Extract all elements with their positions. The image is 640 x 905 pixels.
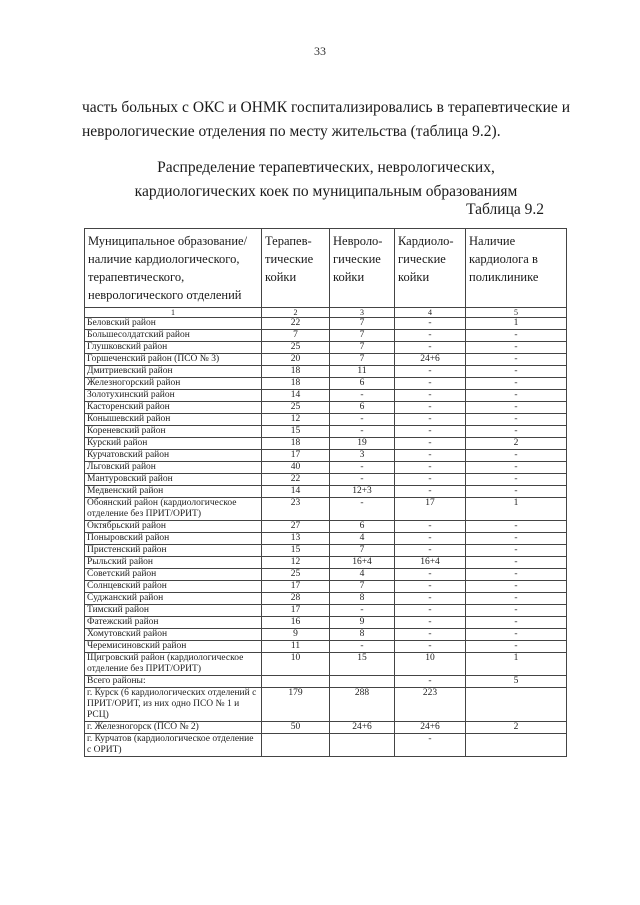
cell-cardiology-beds: - [395,676,466,688]
cell-municipality: г. Курчатов (кардиологическое отделение с ОРИТ) [85,734,262,757]
table-row [85,734,567,757]
cell-municipality: Суджанский район [85,593,262,605]
cell-neurological-beds: 15 [330,653,395,676]
cell-cardiology-beds: 223 [395,688,466,722]
cell-cardiology-beds: - [395,545,466,557]
cell-neurological-beds: 4 [330,533,395,545]
cell-neurological-beds: 6 [330,402,395,414]
cell-cardiologist: - [466,378,567,390]
cell-municipality: Всего районы: [85,676,262,688]
table-row [85,605,567,617]
cell-cardiology-beds: - [395,438,466,450]
cell-cardiology-beds: 24+6 [395,354,466,366]
table-row [85,521,567,533]
cell-municipality: Курский район [85,438,262,450]
cell-municipality: Беловский район [85,318,262,330]
cell-cardiologist: 1 [466,318,567,330]
table-row [85,569,567,581]
column-number: 4 [395,308,466,318]
cell-therapeutic-beds [262,676,330,688]
cell-municipality: Октябрьский район [85,521,262,533]
cell-therapeutic-beds: 15 [262,545,330,557]
header-cardiology-beds: Кардиоло-гические койки [395,229,466,308]
table-row [85,438,567,450]
cell-therapeutic-beds: 50 [262,722,330,734]
cell-therapeutic-beds: 25 [262,569,330,581]
cell-cardiologist: - [466,593,567,605]
cell-cardiology-beds: 24+6 [395,722,466,734]
cell-cardiology-beds: - [395,414,466,426]
cell-neurological-beds: 19 [330,438,395,450]
cell-therapeutic-beds: 17 [262,450,330,462]
cell-therapeutic-beds: 10 [262,653,330,676]
table-row [85,354,567,366]
table-label: Таблица 9.2 [466,201,544,218]
cell-cardiology-beds: - [395,474,466,486]
cell-cardiology-beds: - [395,426,466,438]
table-row [85,545,567,557]
cell-municipality: Пристенский район [85,545,262,557]
cell-neurological-beds: - [330,641,395,653]
cell-neurological-beds: 7 [330,545,395,557]
cell-cardiologist: - [466,462,567,474]
cell-cardiologist: - [466,450,567,462]
cell-therapeutic-beds: 17 [262,605,330,617]
table-row [85,593,567,605]
cell-cardiologist: - [466,342,567,354]
cell-cardiologist: - [466,545,567,557]
cell-neurological-beds: 7 [330,354,395,366]
cell-therapeutic-beds: 23 [262,498,330,521]
table-row [85,581,567,593]
cell-therapeutic-beds: 11 [262,641,330,653]
cell-cardiologist [466,734,567,757]
table-body [85,308,567,757]
caption-line-2: кардиологических коек по муниципальным образованиям [134,183,518,200]
table-row [85,486,567,498]
cell-cardiologist: 2 [466,722,567,734]
cell-municipality: Большесолдатский район [85,330,262,342]
table-row [85,414,567,426]
cell-neurological-beds: - [330,605,395,617]
cell-neurological-beds: 11 [330,366,395,378]
cell-municipality: Кореневский район [85,426,262,438]
cell-neurological-beds: 9 [330,617,395,629]
cell-cardiologist: - [466,366,567,378]
cell-municipality: Хомутовский район [85,629,262,641]
cell-cardiology-beds: - [395,593,466,605]
cell-therapeutic-beds: 18 [262,438,330,450]
cell-therapeutic-beds: 12 [262,557,330,569]
beds-table [84,228,567,757]
table-caption [82,156,570,204]
table-row [85,676,567,688]
cell-cardiology-beds: - [395,581,466,593]
cell-therapeutic-beds: 18 [262,378,330,390]
header-cardiologist-in-clinic: Наличие кардиолога в поликлинике [466,229,567,308]
cell-therapeutic-beds: 7 [262,330,330,342]
cell-therapeutic-beds: 17 [262,581,330,593]
table-row [85,688,567,722]
cell-municipality: Курчатовский район [85,450,262,462]
cell-municipality: Дмитриевский район [85,366,262,378]
cell-cardiologist: - [466,402,567,414]
cell-cardiologist: - [466,474,567,486]
cell-cardiologist: - [466,617,567,629]
cell-municipality: г. Железногорск (ПСО № 2) [85,722,262,734]
table-row [85,342,567,354]
cell-therapeutic-beds: 14 [262,390,330,402]
cell-neurological-beds [330,734,395,757]
cell-municipality: Советский район [85,569,262,581]
cell-municipality: Медвенский район [85,486,262,498]
cell-neurological-beds: 288 [330,688,395,722]
cell-cardiologist: - [466,390,567,402]
table-row [85,462,567,474]
cell-cardiologist: 1 [466,653,567,676]
cell-municipality: Железногорский район [85,378,262,390]
cell-cardiology-beds: - [395,533,466,545]
cell-municipality: Горшеченский район (ПСО № 3) [85,354,262,366]
cell-cardiology-beds: 17 [395,498,466,521]
cell-neurological-beds: 7 [330,330,395,342]
cell-therapeutic-beds: 27 [262,521,330,533]
cell-cardiology-beds: - [395,641,466,653]
cell-cardiologist: - [466,521,567,533]
cell-municipality: Конышевский район [85,414,262,426]
cell-cardiology-beds: - [395,318,466,330]
cell-cardiology-beds: - [395,569,466,581]
cell-municipality: Обоянский район (кардиологическое отделение без ПРИТ/ОРИТ) [85,498,262,521]
cell-cardiology-beds: - [395,629,466,641]
cell-municipality: Льговский район [85,462,262,474]
cell-municipality: Рыльский район [85,557,262,569]
cell-cardiologist: - [466,629,567,641]
cell-cardiology-beds: - [395,342,466,354]
cell-neurological-beds: - [330,462,395,474]
cell-therapeutic-beds: 12 [262,414,330,426]
table-row [85,366,567,378]
cell-municipality: Поныровский район [85,533,262,545]
column-number: 1 [85,308,262,318]
table-row [85,402,567,414]
table-row [85,330,567,342]
cell-municipality: г. Курск (6 кардиологических отделений с ПРИТ/ОРИТ, из них одно ПСО № 1 и РСЦ) [85,688,262,722]
column-number-row [85,308,567,318]
cell-cardiologist: - [466,354,567,366]
header-neurological-beds: Невроло-гические койки [330,229,395,308]
cell-municipality: Щигровский район (кардиологическое отделение без ПРИТ/ОРИТ) [85,653,262,676]
table-row [85,450,567,462]
cell-cardiologist: - [466,414,567,426]
cell-cardiology-beds: - [395,366,466,378]
intro-paragraph: часть больных с ОКС и ОНМК госпитализировались в терапевтические и неврологические отделения по месту жительства (таблица 9.2). [82,99,570,140]
cell-neurological-beds: 7 [330,318,395,330]
table-row [85,653,567,676]
cell-cardiology-beds: - [395,734,466,757]
cell-cardiology-beds: - [395,462,466,474]
cell-cardiologist: 5 [466,676,567,688]
cell-cardiologist: - [466,641,567,653]
header-row [85,229,567,308]
header-municipality: Муниципальное образование/наличие кардиологического, терапевтического, неврологического отделений [85,229,262,308]
cell-municipality: Солнцевский район [85,581,262,593]
table-row [85,533,567,545]
table-row [85,426,567,438]
cell-therapeutic-beds: 28 [262,593,330,605]
cell-municipality: Мантуровский район [85,474,262,486]
cell-therapeutic-beds: 15 [262,426,330,438]
table-header [85,229,567,308]
cell-cardiology-beds: - [395,605,466,617]
cell-therapeutic-beds [262,734,330,757]
caption-line-1: Распределение терапевтических, неврологических, [157,159,495,176]
cell-municipality: Фатежский район [85,617,262,629]
cell-cardiology-beds: - [395,521,466,533]
cell-therapeutic-beds: 179 [262,688,330,722]
cell-cardiology-beds: 10 [395,653,466,676]
cell-neurological-beds: 24+6 [330,722,395,734]
cell-cardiologist: - [466,533,567,545]
table-row [85,474,567,486]
cell-neurological-beds: 6 [330,378,395,390]
cell-cardiologist [466,688,567,722]
cell-cardiology-beds: - [395,330,466,342]
cell-therapeutic-beds: 20 [262,354,330,366]
cell-municipality: Касторенский район [85,402,262,414]
cell-neurological-beds: 16+4 [330,557,395,569]
cell-cardiology-beds: - [395,390,466,402]
cell-cardiologist: 1 [466,498,567,521]
table-row [85,318,567,330]
cell-therapeutic-beds: 40 [262,462,330,474]
cell-cardiologist: - [466,581,567,593]
table-row [85,641,567,653]
table-row [85,498,567,521]
cell-therapeutic-beds: 16 [262,617,330,629]
table-row [85,378,567,390]
cell-cardiologist: 2 [466,438,567,450]
cell-neurological-beds [330,676,395,688]
cell-therapeutic-beds: 13 [262,533,330,545]
cell-cardiologist: - [466,486,567,498]
cell-municipality: Золотухинский район [85,390,262,402]
cell-therapeutic-beds: 14 [262,486,330,498]
table-row [85,722,567,734]
cell-neurological-beds: 3 [330,450,395,462]
cell-neurological-beds: 7 [330,342,395,354]
cell-municipality: Тимский район [85,605,262,617]
cell-neurological-beds: 8 [330,593,395,605]
cell-cardiology-beds: 16+4 [395,557,466,569]
cell-therapeutic-beds: 9 [262,629,330,641]
cell-cardiology-beds: - [395,617,466,629]
cell-cardiologist: - [466,426,567,438]
column-number: 3 [330,308,395,318]
cell-therapeutic-beds: 18 [262,366,330,378]
cell-cardiologist: - [466,569,567,581]
cell-neurological-beds: 7 [330,581,395,593]
table-row [85,629,567,641]
page-number: 33 [314,44,326,58]
cell-therapeutic-beds: 22 [262,318,330,330]
table-row [85,390,567,402]
header-therapeutic-beds: Терапев-тические койки [262,229,330,308]
cell-neurological-beds: - [330,474,395,486]
cell-therapeutic-beds: 22 [262,474,330,486]
table-row [85,617,567,629]
cell-neurological-beds: 8 [330,629,395,641]
cell-cardiology-beds: - [395,450,466,462]
cell-therapeutic-beds: 25 [262,342,330,354]
cell-therapeutic-beds: 25 [262,402,330,414]
cell-cardiologist: - [466,557,567,569]
cell-neurological-beds: - [330,414,395,426]
cell-cardiology-beds: - [395,378,466,390]
cell-municipality: Черемисиновский район [85,641,262,653]
table-row [85,557,567,569]
cell-neurological-beds: 4 [330,569,395,581]
cell-cardiology-beds: - [395,402,466,414]
cell-cardiology-beds: - [395,486,466,498]
cell-neurological-beds: - [330,498,395,521]
cell-neurological-beds: - [330,390,395,402]
cell-cardiologist: - [466,605,567,617]
cell-neurological-beds: 6 [330,521,395,533]
column-number: 5 [466,308,567,318]
cell-neurological-beds: - [330,426,395,438]
cell-cardiologist: - [466,330,567,342]
column-number: 2 [262,308,330,318]
cell-municipality: Глушковский район [85,342,262,354]
cell-neurological-beds: 12+3 [330,486,395,498]
